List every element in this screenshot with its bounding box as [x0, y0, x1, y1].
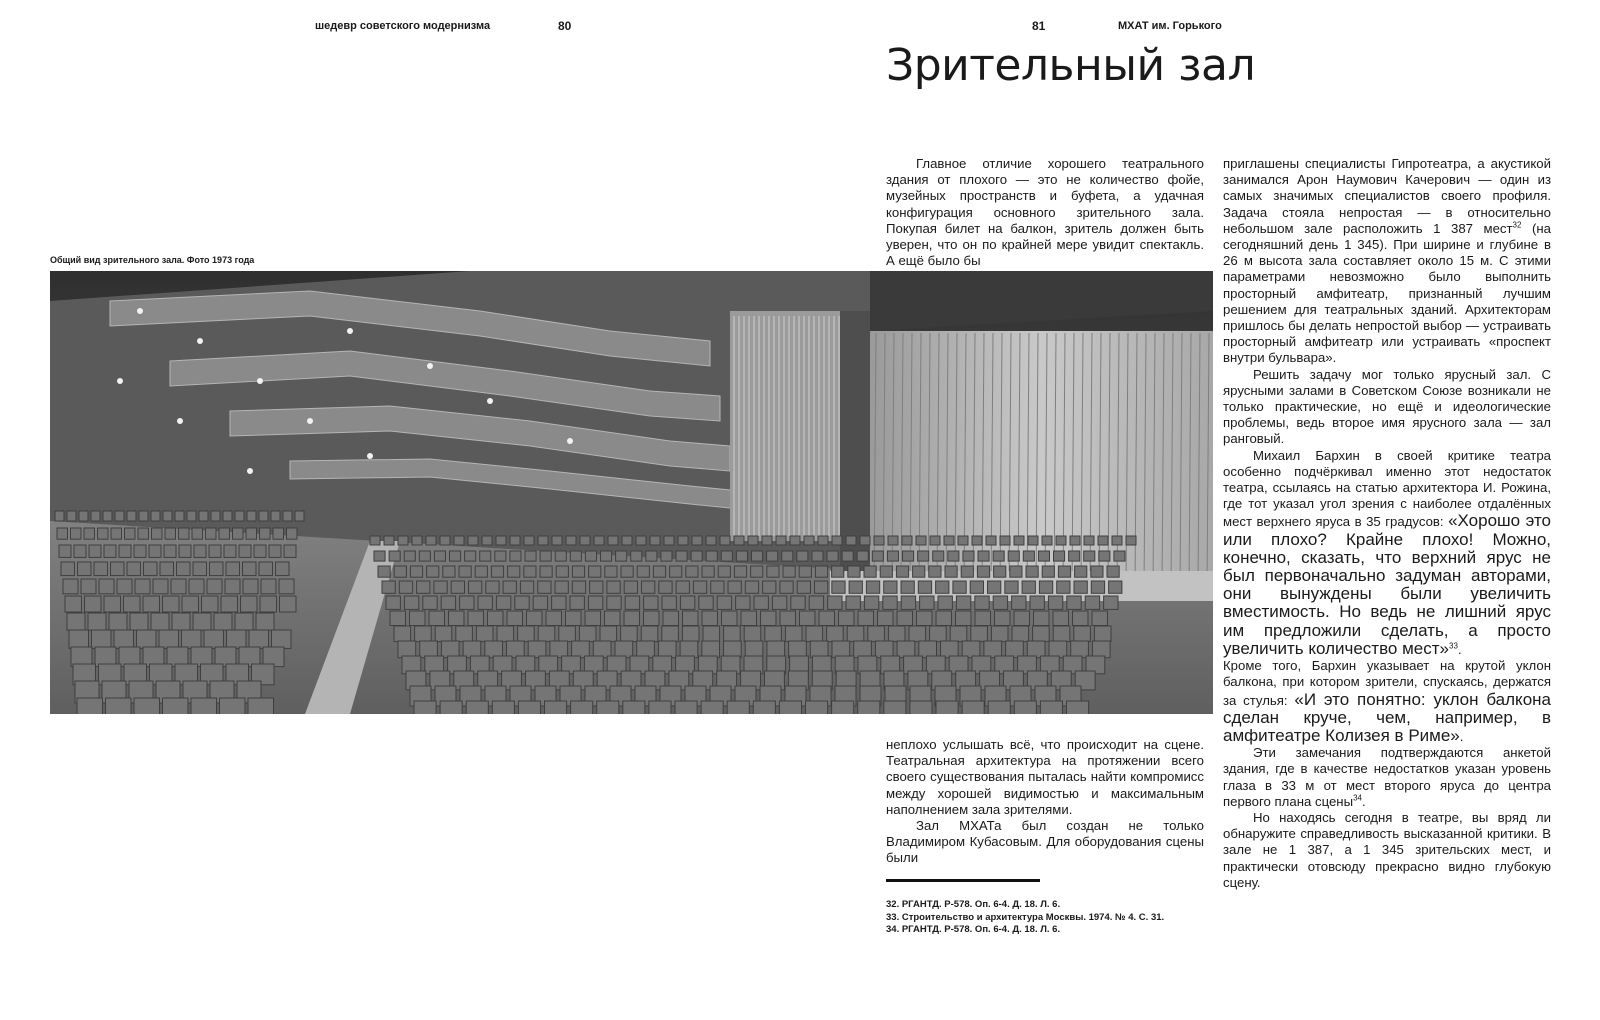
footnote-ref-32: 32 — [1512, 220, 1522, 230]
paragraph: Но находясь сегодня в театре, вы вряд ли обнаружите справедливость высказанной критики. В зале не 1 387, а 1 345 зрительских мест, и практически отовсюду прекрасно видно глубокую сцену. — [1223, 809, 1551, 890]
page-number-left: 80 — [558, 19, 572, 33]
text-run: Кроме того, Бархин указывает на крутой уклон балкона, при котором зрители, спускаясь, держатся за стулья: — [1223, 658, 1551, 708]
paragraph: Зал МХАТа был создан не только Владимиром Кубасовым. Для оборудования сцены были — [886, 818, 1204, 866]
running-head-left-title: шедевр советского модернизма — [315, 20, 491, 32]
quote-large: «И это понятно: уклон балкона сделан круче, чем, например, в амфитеатре Колизея в Риме» — [1223, 689, 1551, 745]
footnote-rule — [886, 879, 1040, 882]
page-title: Зрительный зал — [886, 40, 1256, 91]
paragraph: Главное отличие хорошего театрального здания от плохого — это не количество фойе, музейных пространств и буфета, а удачная конфигурация основного зрительного зала. Покупая билет на балкон, зритель должен быть уверен, что он по крайней мере увидит спектакль. А ещё было бы — [886, 156, 1204, 269]
column-1-bottom — [886, 737, 1204, 867]
text-run: (на сегодняшний день 1 345). При ширине и глубине в 26 м высота зала составляет около 15 м. С этими параметрами невозможно было выполнить просторный амфитеатр, признанный лучшим решением для театральных зданий. Архитекторам пришлось бы делать непростой выбор — устраивать просторный амфитеатр или устраивать «проспект внутри бульвара». — [1223, 220, 1551, 366]
paragraph — [1223, 156, 1551, 367]
footnote-ref-33: 33 — [1449, 641, 1458, 651]
paragraph: Эти замечания подтверждаются анкетой здания, где в качестве недостатков указан уровень глаза в 33 м от мест второго яруса до центра первого плана сцены$^{34}$. — [1223, 745, 1551, 809]
footnote-32: 32. РГАНТД. Р-578. Оп. 6-4. Д. 18. Л. 6. — [886, 899, 1061, 910]
theatre-auditorium-photo — [50, 271, 1213, 714]
footnotes — [886, 899, 1164, 937]
paragraph: Решить задачу мог только ярусный зал. С ярусными залами в Советском Союзе возникали не только практические, но ещё и идеологические проблемы, ведь второе имя ярусного зала — зал ранговый. — [1223, 366, 1551, 447]
paragraph: Михаил Бархин в своей критике театра особенно подчёркивал именно этот недостаток театра, ссылаясь на статью архитектора И. Рожина, где тот указал угол зрения с наиболее отдалённых мест верхнего яруса в 35 градусов: «Хорошо это или плохо? Крайне плохо! Можно, конечно, сказать, что верхний ярус не был первоначально задуман авторами, они вынуждены были увеличить вместимость. Но ведь не лишний ярус им предложили сделать, а просто увеличить количество мест»$^{33}$. — [1223, 447, 1552, 658]
text-run: Михаил Бархин в своей критике театра особенно подчёркивал именно этот недостаток театра, ссылаясь на статью архитектора И. Рожина, где тот указал угол зрения с наиболее отдалённых мест верхнего яруса в 35 градусов: — [1223, 447, 1551, 530]
column-2 — [1223, 156, 1551, 891]
text-run: приглашены специалисты Гипротеатра, а акустикой занимался Арон Наумович Качерович — один из самых значимых специалистов своего профиля. Задача стояла непростая — в относительно небольшом зале расположить 1 387 мест — [1223, 156, 1551, 236]
running-head-right-title: МХАТ им. Горького — [1118, 20, 1222, 32]
footnote-ref-34: 34 — [1353, 793, 1362, 803]
footnote-34: 34. РГАНТД. Р-578. Оп. 6-4. Д. 18. Л. 6. — [886, 924, 1061, 935]
paragraph: Кроме того, Бархин указывает на крутой уклон балкона, при котором зрители, спускаясь, держатся за стулья: «И это понятно: уклон балкона сделан круче, чем, например, в амфитеатре Колизея в Риме». — [1223, 658, 1551, 745]
text-run: Эти замечания подтверждаются анкетой здания, где в качестве недостатков указан уровень глаза в 33 м от мест второго яруса до центра первого плана сцены — [1223, 745, 1551, 809]
footnote-33: 33. Строительство и архитектура Москвы. 1974. № 4. С. 31. — [886, 911, 1165, 923]
page-number-right: 81 — [1032, 19, 1046, 33]
photo-caption: Общий вид зрительного зала. Фото 1973 года — [50, 255, 255, 265]
quote-large: «Хорошо это или плохо? Крайне плохо! Можно, конечно, сказать, что верхний ярус не был первоначально задуман авторами, они вынуждены были увеличить вместимость. Но ведь не лишний ярус им предложили сделать, а просто увеличить количество мест» — [1223, 511, 1552, 658]
paragraph: неплохо услышать всё, что происходит на сцене. Театральная архитектура на протяжении всего своего существования пыталась найти компромисс между хорошей видимостью и максимальным наполнением зала зрителями. — [886, 737, 1204, 817]
column-1-top — [886, 156, 1204, 269]
